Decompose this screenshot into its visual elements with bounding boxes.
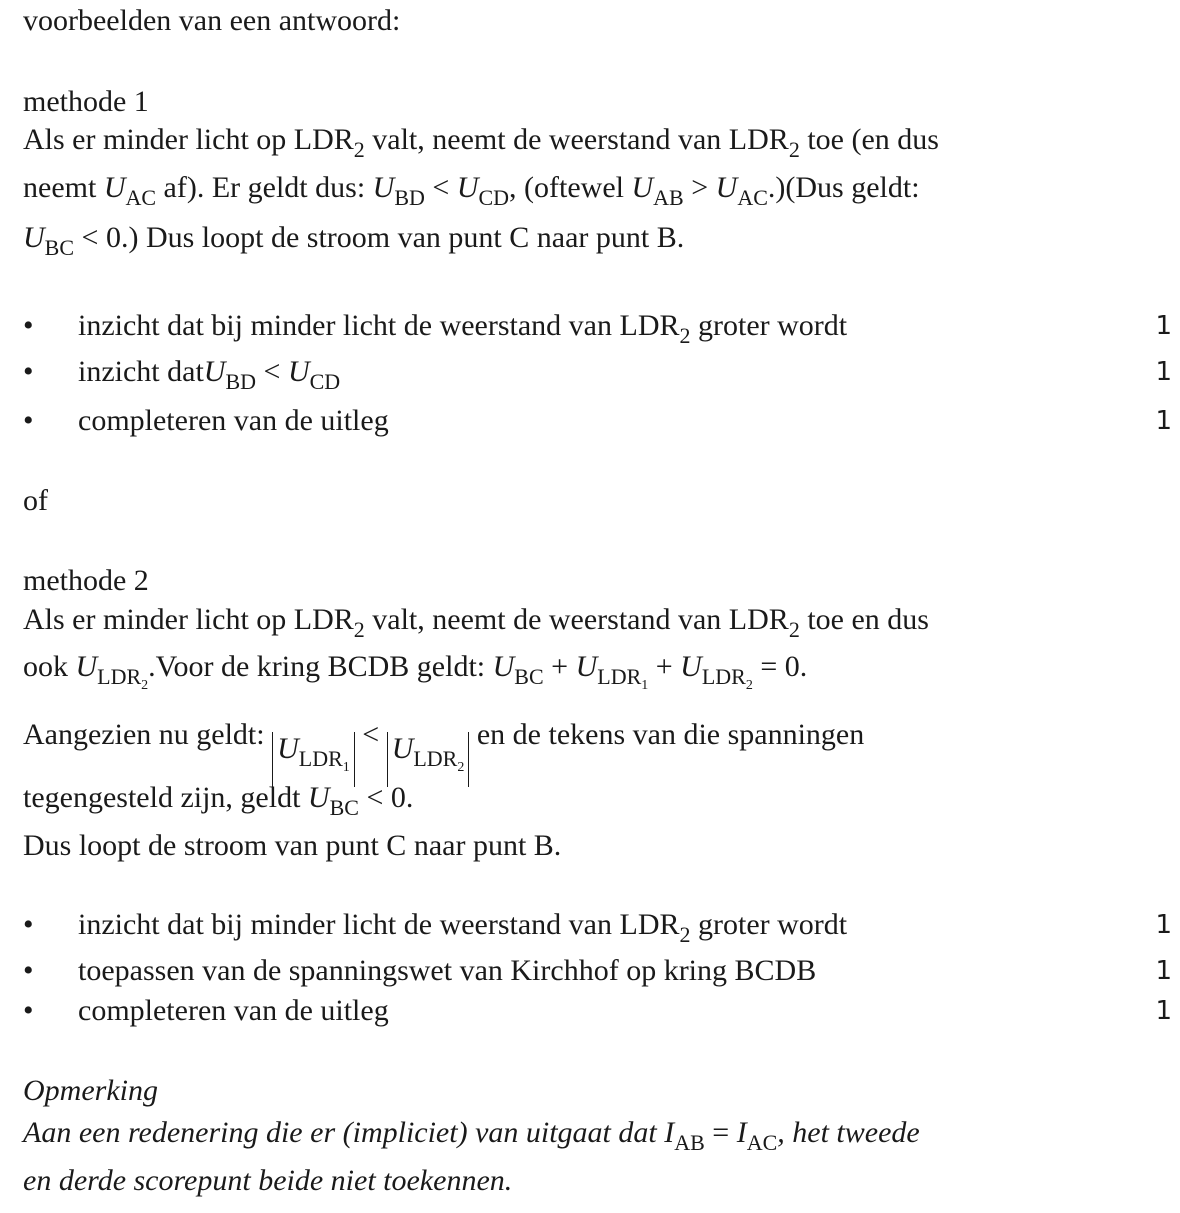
score-point: 1 bbox=[1155, 406, 1172, 436]
bullet: • bbox=[23, 404, 34, 437]
method-2-line-3: Aangezien nu geldt: $U_{LDR_1} < U_{LDR_2}$ en de tekens van die spanningen bbox=[23, 720, 864, 787]
bullet: • bbox=[23, 355, 34, 388]
bullet: • bbox=[23, 908, 34, 941]
method-1-criterion-2: inzicht datU$_{BD}$ < $U_{CD}$ bbox=[78, 355, 341, 394]
score-point: 1 bbox=[1155, 956, 1172, 986]
method-2-line-4: tegengesteld zijn, geldt $U_{BC} < 0$. bbox=[23, 781, 414, 820]
method-2-line-1: Als er minder licht op $LDR_2$ valt, neemt de weerstand van $LDR_2$ toe en dus bbox=[23, 603, 929, 642]
page-header: voorbeelden van een antwoord: bbox=[23, 4, 401, 37]
method-1-line-3: $U_{BC} < 0$.) Dus loopt de stroom van punt C naar punt B. bbox=[23, 221, 685, 260]
bullet: • bbox=[23, 994, 34, 1027]
note-title: Opmerking bbox=[23, 1074, 158, 1107]
method-1-criterion-3: completeren van de uitleg bbox=[78, 404, 389, 437]
method-2-criterion-1: inzicht dat bij minder licht de weerstand van $LDR_2$ groter wordt bbox=[78, 908, 848, 947]
method-2-line-5: Dus loopt de stroom van punt C naar punt B. bbox=[23, 829, 562, 862]
note-line-2: en derde scorepunt beide niet toekennen. bbox=[23, 1164, 513, 1197]
method-2-criterion-3: completeren van de uitleg bbox=[78, 994, 389, 1027]
score-point: 1 bbox=[1155, 996, 1172, 1026]
method-1-line-2: neemt $U_{AC}$ af). Er geldt dus: $U_{BD} < U_{CD}$, (oftewel $U_{AB} > U_{AC}.)(Dus$ geldt: bbox=[23, 171, 920, 210]
bullet: • bbox=[23, 309, 34, 342]
score-point: 1 bbox=[1155, 311, 1172, 341]
method-1-criterion-1: inzicht dat bij minder licht de weerstand van $LDR_2$ groter wordt bbox=[78, 309, 848, 348]
method-1-line-1: Als er minder licht op $LDR_2$ valt, neemt de weerstand van $LDR_2$ toe (en dus bbox=[23, 123, 939, 162]
absolute-value-ldr1: $U_{LDR_1}$ bbox=[272, 732, 355, 787]
absolute-value-ldr2: $U_{LDR_2}$ bbox=[387, 732, 470, 787]
score-point: 1 bbox=[1155, 910, 1172, 940]
score-point: 1 bbox=[1155, 357, 1172, 387]
bullet: • bbox=[23, 954, 34, 987]
or-separator: of bbox=[23, 484, 48, 517]
method-2-criterion-2: toepassen van de spanningswet van Kirchhof op kring BCDB bbox=[78, 954, 817, 987]
note-line-1: Aan een redenering die er (impliciet) van uitgaat dat $I_{AB} = I_{AC}$, het tweede bbox=[23, 1116, 920, 1155]
method-1-title: methode 1 bbox=[23, 85, 149, 118]
method-2-line-2: ook $U_{LDR_2}.Voor$ de kring BCDB geldt: $U_{BC} + U_{LDR_1} + U_{LDR_2} = 0$. bbox=[23, 650, 808, 693]
method-2-title: methode 2 bbox=[23, 564, 149, 597]
